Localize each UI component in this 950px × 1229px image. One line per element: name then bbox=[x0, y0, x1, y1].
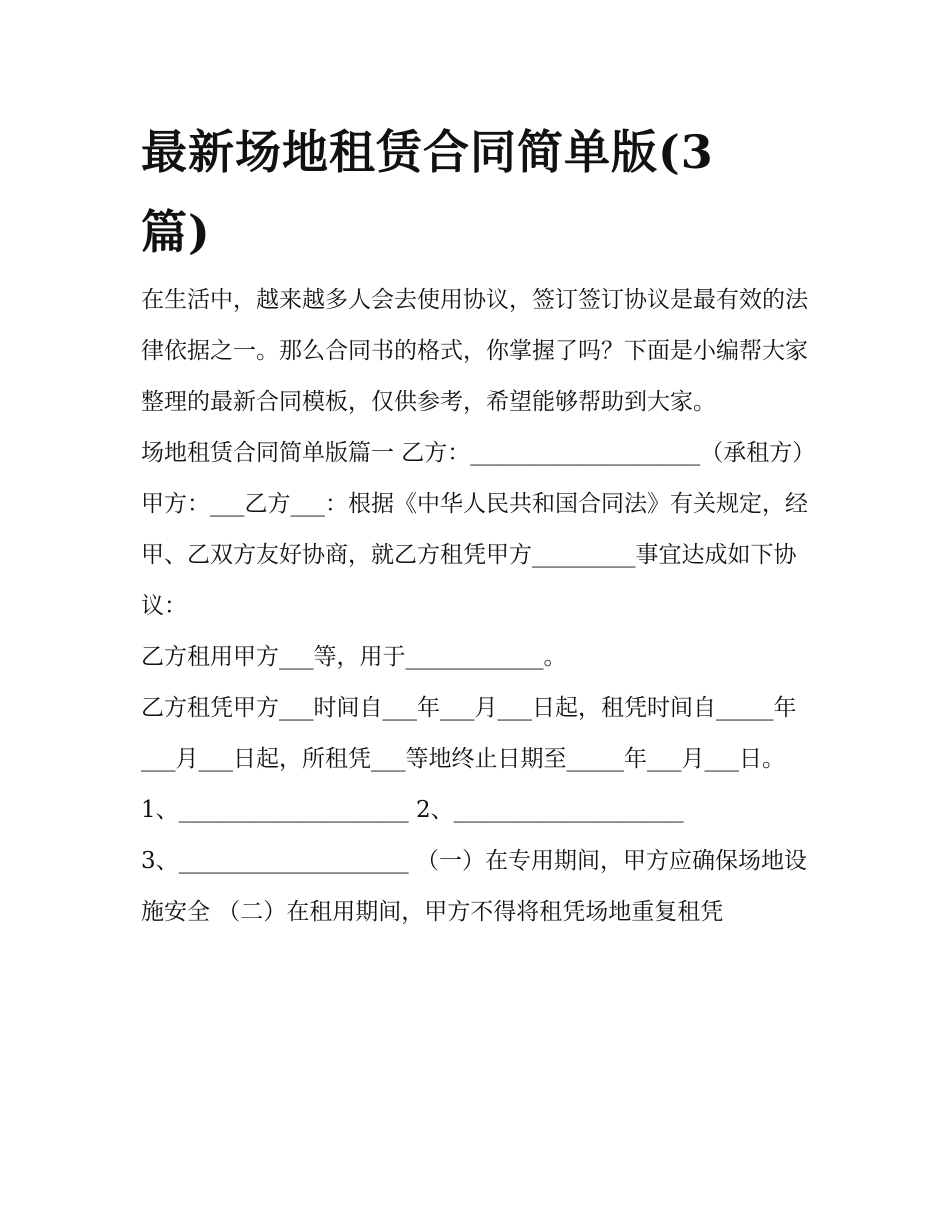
paragraph-items-1-2: 1、____________________ 2、____________________ bbox=[141, 797, 684, 823]
paragraph-parties: 甲方：___乙方___：根据《中华人民共和国合同法》有关规定，经甲、乙双方友好协商，就乙方租凭甲方_________事宜达成如下协议： bbox=[141, 491, 808, 619]
paragraph-term: 乙方租凭甲方___时间自___年___月___日起，租凭时间自_____年___月___日起，所租凭___等地终止日期至_____年___月___日。 bbox=[141, 695, 797, 772]
document-body bbox=[141, 275, 821, 938]
paragraph-items-3: 3、____________________ （一）在专用期间，甲方应确保场地设施安全 （二）在租用期间，甲方不得将租凭场地重复租凭 bbox=[141, 848, 807, 925]
document-title: 最新场地租赁合同简单版(3篇) bbox=[141, 125, 714, 259]
paragraph-intro: 在生活中，越来越多人会去使用协议，签订签订协议是最有效的法律依据之一。那么合同书的格式，你掌握了吗？下面是小编帮大家整理的最新合同模板，仅供参考，希望能够帮助到大家。 bbox=[141, 287, 808, 415]
paragraph-usage: 乙方租用甲方___等，用于____________。 bbox=[141, 644, 567, 670]
paragraph-contract-heading: 场地租赁合同简单版篇一 乙方：____________________（承租方） bbox=[141, 440, 816, 466]
